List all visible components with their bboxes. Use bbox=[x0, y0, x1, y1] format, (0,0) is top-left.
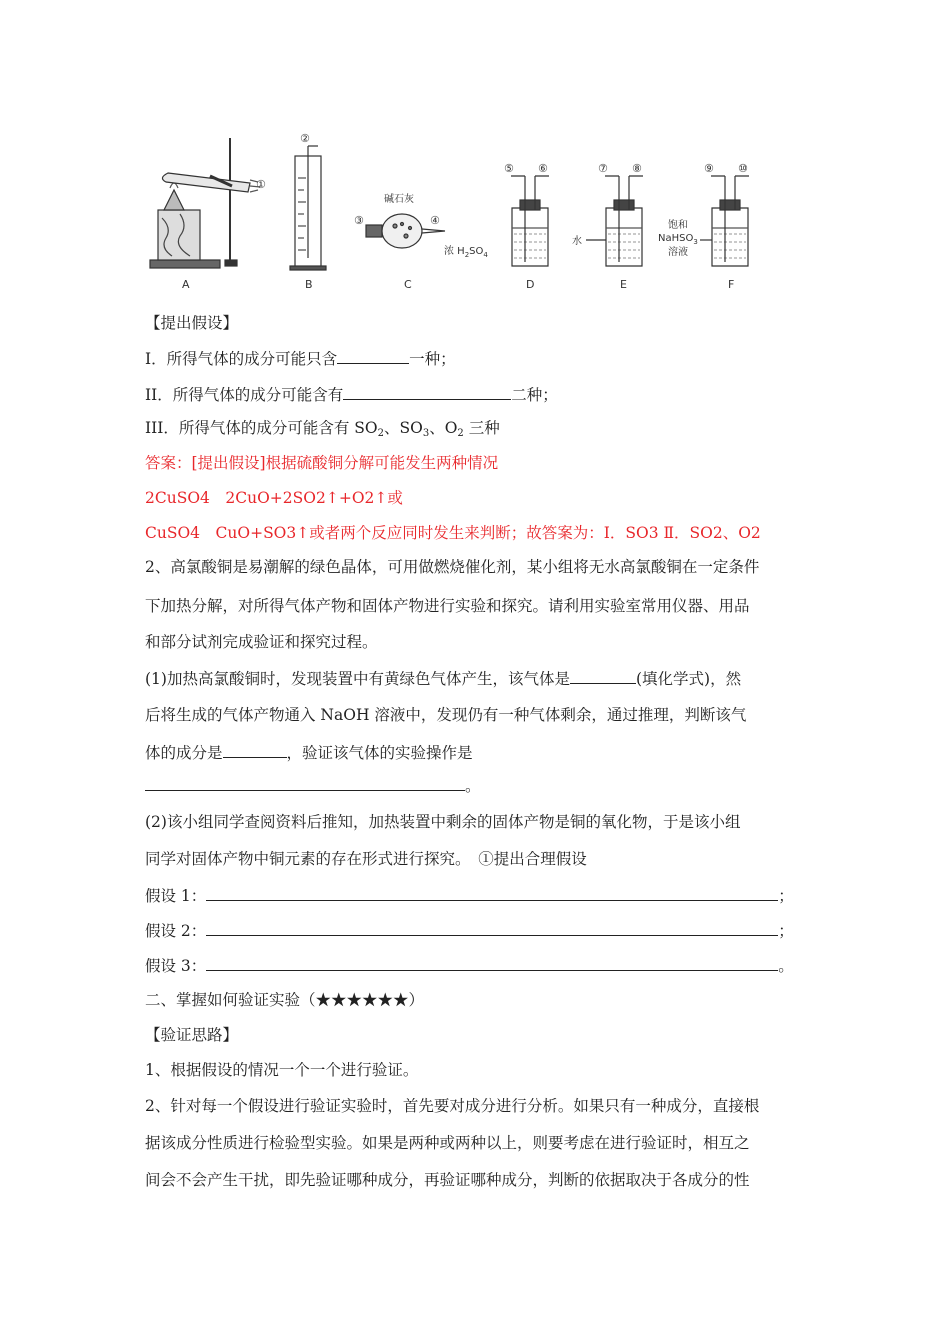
hypothesis-2 bbox=[145, 383, 558, 405]
label-d: D bbox=[526, 278, 535, 291]
apparatus-d bbox=[511, 176, 549, 266]
blank-4 bbox=[223, 741, 287, 758]
marker-2: ② bbox=[300, 132, 310, 145]
assumption-2-end: ； bbox=[778, 922, 794, 940]
reagent-d: 浓 $H_2SO_4$ bbox=[444, 246, 488, 259]
hypothesis-2-end: 二种； bbox=[511, 386, 558, 404]
q2-line-2: 同学对固体产物中铜元素的存在形式进行探究。 ①提出合理假设 bbox=[145, 850, 587, 868]
assumption-2-label: 假设 2： bbox=[145, 922, 207, 940]
assumption-1 bbox=[145, 884, 794, 906]
verify-line-4: 间会不会产生干扰，即先验证哪种成分，再验证哪种成分，判断的依据取决于各成分的性 bbox=[145, 1171, 750, 1189]
marker-3: ③ bbox=[354, 214, 364, 227]
reagent-c: 碱石灰 bbox=[384, 194, 414, 205]
hypothesis-2-text: II．所得气体的成分可能含有 bbox=[145, 386, 344, 404]
label-f: F bbox=[728, 278, 735, 291]
q1-line-4 bbox=[145, 774, 481, 796]
q1-line-3-text: 体的成分是 bbox=[145, 744, 223, 762]
marker-7: ⑦ bbox=[598, 162, 608, 175]
blank-7 bbox=[206, 919, 778, 936]
sub-1: 2 bbox=[377, 428, 384, 439]
apparatus-figure bbox=[140, 128, 800, 298]
verify-line-3: 据该成分性质进行检验型实验。如果是两种或两种以上，则要考虑在进行验证时，相互之 bbox=[145, 1134, 750, 1152]
hypothesis-1-end: 一种； bbox=[409, 350, 456, 368]
q1-line-2: 后将生成的气体产物通入 NaOH 溶液中，发现仍有一种气体剩余，通过推理，判断该气 bbox=[145, 706, 747, 724]
para2-line-1: 2、高氯酸铜是易潮解的绿色晶体，可用做燃烧催化剂，某小组将无水高氯酸铜在一定条件 bbox=[145, 558, 760, 576]
reagent-f-line1: 饱和 bbox=[668, 220, 688, 231]
apparatus-e bbox=[586, 176, 643, 266]
para2-line-3: 和部分试剂完成验证和探究过程。 bbox=[145, 633, 378, 651]
blank-8 bbox=[206, 954, 778, 971]
hypothesis-3-c: 、O bbox=[429, 419, 458, 437]
q1-line-3-end: ，验证该气体的实验操作是 bbox=[286, 744, 473, 762]
assumption-3-label: 假设 3： bbox=[145, 957, 207, 975]
verify-line-1: 1、根据假设的情况一个一个进行验证。 bbox=[145, 1061, 419, 1079]
q1-line-1-text: (1)加热高氯酸铜时，发现装置中有黄绿色气体产生，该气体是 bbox=[145, 670, 570, 688]
label-b: B bbox=[305, 278, 313, 291]
q1-line-4-end: 。 bbox=[465, 777, 481, 795]
hypothesis-3-d: 三种 bbox=[463, 419, 500, 437]
assumption-2 bbox=[145, 919, 794, 941]
apparatus-f bbox=[700, 176, 749, 266]
marker-6: ⑥ bbox=[538, 162, 548, 175]
q1-line-1-end: (填化学式)，然 bbox=[635, 670, 742, 688]
label-e: E bbox=[620, 278, 627, 291]
assumption-1-label: 假设 1： bbox=[145, 887, 207, 905]
marker-4: ④ bbox=[430, 214, 440, 227]
verify-line-2: 2、针对每一个假设进行验证实验时，首先要对成分进行分析。如果只有一种成分，直接根 bbox=[145, 1097, 760, 1115]
q2-line-1: (2)该小组同学查阅资料后推知，加热装置中剩余的固体产物是铜的氧化物，于是该小组 bbox=[145, 813, 741, 831]
marker-1: ① bbox=[256, 178, 266, 191]
blank-6 bbox=[206, 884, 778, 901]
q1-line-3 bbox=[145, 741, 473, 763]
reagent-f-line3: 溶液 bbox=[668, 247, 688, 258]
para2-line-2: 下加热分解，对所得气体产物和固体产物进行实验和探究。请利用实验室常用仪器、用品 bbox=[145, 597, 750, 615]
blank-1 bbox=[337, 347, 409, 364]
hypothesis-1 bbox=[145, 347, 456, 369]
apparatus-b bbox=[290, 146, 326, 270]
blank-5 bbox=[145, 774, 465, 791]
blank-3 bbox=[570, 667, 636, 684]
assumption-3-end: 。 bbox=[778, 957, 794, 975]
label-a: A bbox=[182, 278, 190, 291]
reagent-f-line2: NaHSO$_3$ bbox=[658, 233, 698, 246]
apparatus-a bbox=[150, 138, 260, 268]
marker-10: ⑩ bbox=[738, 162, 748, 175]
sub-2: 3 bbox=[422, 428, 430, 439]
answer-line-3: CuSO4 CuO+SO3↑或者两个反应同时发生来判断；故答案为：Ⅰ．SO3 Ⅱ．SO2、O2 bbox=[145, 524, 761, 542]
heading-hypothesis: 【提出假设】 bbox=[145, 314, 239, 332]
sub-3: 2 bbox=[457, 428, 464, 439]
hypothesis-1-text: I．所得气体的成分可能只含 bbox=[145, 350, 338, 368]
answer-line-1: 答案：[提出假设]根据硫酸铜分解可能发生两种情况 bbox=[145, 454, 499, 472]
hypothesis-3-a: III．所得气体的成分可能含有 SO bbox=[145, 419, 378, 437]
answer-line-2: 2CuSO4 2CuO+2SO2↑+O2↑或 bbox=[145, 489, 403, 507]
section-2-heading: 二、掌握如何验证实验（★★★★★★） bbox=[145, 991, 425, 1009]
assumption-3 bbox=[145, 954, 794, 976]
hypothesis-3-b: 、SO bbox=[384, 419, 423, 437]
label-c: C bbox=[404, 278, 412, 291]
marker-5: ⑤ bbox=[504, 162, 514, 175]
assumption-1-end: ； bbox=[778, 887, 794, 905]
marker-9: ⑨ bbox=[704, 162, 714, 175]
reagent-e: 水 bbox=[572, 236, 582, 247]
hypothesis-3 bbox=[145, 418, 500, 438]
marker-8: ⑧ bbox=[632, 162, 642, 175]
blank-2 bbox=[343, 383, 511, 400]
q1-line-1 bbox=[145, 667, 741, 689]
heading-verification: 【验证思路】 bbox=[145, 1026, 239, 1044]
